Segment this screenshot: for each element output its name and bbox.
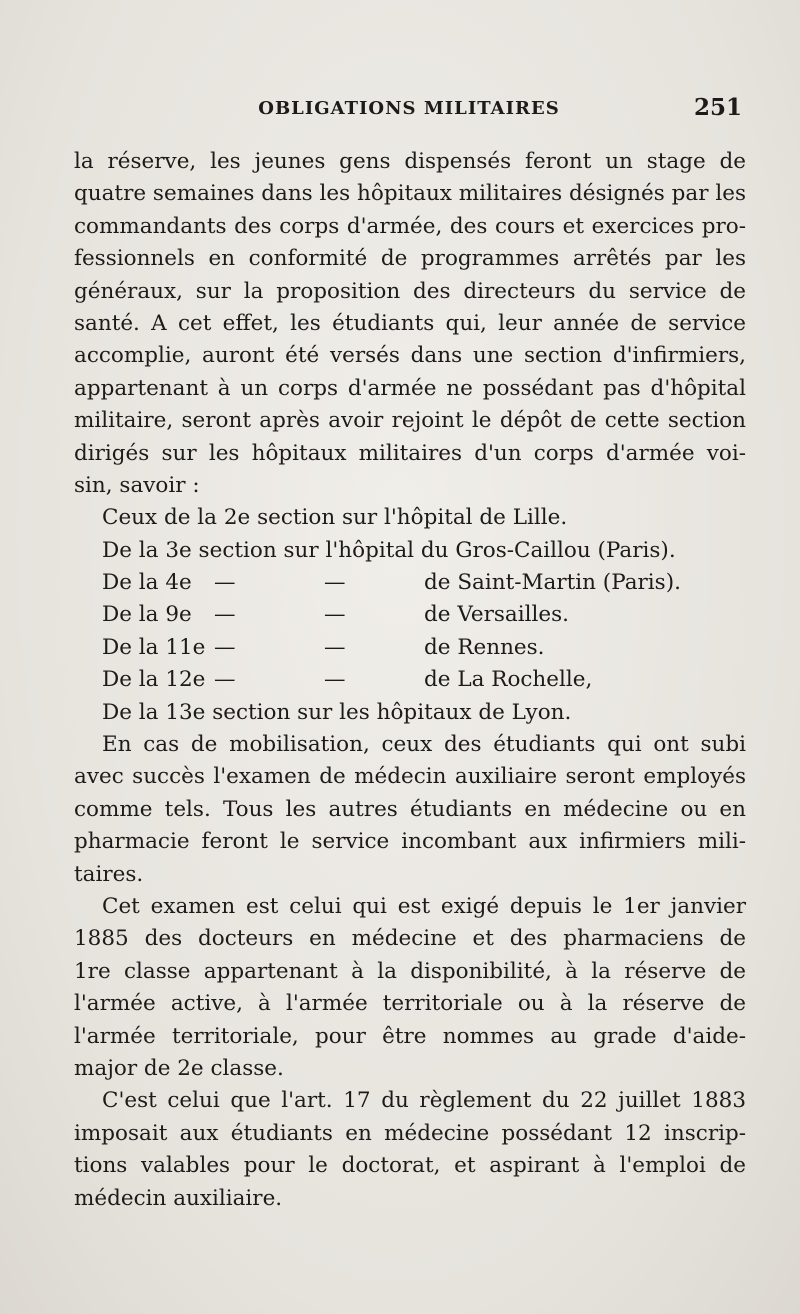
text-line: médecin auxiliaire. [74, 1185, 283, 1211]
text-line: Cet examen est celui qui est exigé depuis le 1er janvier [102, 893, 746, 919]
text-line: major de 2e classe. [74, 1055, 284, 1081]
text-line: tions valables pour le doctorat, et aspirant à l'emploi de [74, 1153, 746, 1179]
ditto-mark: — [214, 667, 236, 693]
ditto-mark: — [214, 602, 236, 628]
list-row-label: De la 11e [102, 634, 206, 660]
ditto-mark: — [214, 570, 236, 596]
ditto-mark: — [214, 634, 236, 660]
ditto-mark: — [324, 602, 346, 628]
list-line: De la 13e section sur les hôpitaux de Lyon. [102, 699, 572, 725]
page-header [76, 94, 742, 126]
text-line: avec succès l'examen de médecin auxiliaire seront employés [74, 764, 746, 790]
text-line: l'armée active, à l'armée territoriale ou à la réserve de [74, 991, 746, 1017]
text-line: militaire, seront après avoir rejoint le dépôt de cette section [74, 408, 746, 434]
list-row-place: de La Rochelle, [424, 667, 593, 693]
text-line: En cas de mobilisation, ceux des étudiants qui ont subi [102, 732, 746, 758]
ditto-mark: — [324, 634, 346, 660]
text-line: l'armée territoriale, pour être nommes au grade d'aide- [74, 1023, 746, 1049]
text-line: imposait aux étudiants en médecine possédant 12 inscrip- [74, 1120, 746, 1146]
list-row-label: De la 12e [102, 667, 206, 693]
text-line: commandants des corps d'armée, des cours et exercices pro- [74, 213, 746, 239]
text-line: fessionnels en conformité de programmes arrêtés par les [74, 246, 746, 272]
list-row-place: de Versailles. [424, 602, 569, 628]
text-line: généraux, sur la proposition des directeurs du service de [74, 278, 746, 304]
text-line: accomplie, auront été versés dans une section d'infirmiers, [74, 343, 746, 369]
text-line: comme tels. Tous les autres étudiants en médecine ou en [74, 796, 746, 822]
list-row [74, 599, 746, 631]
list-row-place: de Saint-Martin (Paris). [424, 570, 681, 596]
list-row [74, 567, 746, 599]
text-line: quatre semaines dans les hôpitaux militaires désignés par les [74, 181, 746, 207]
list-row-place: de Rennes. [424, 634, 545, 660]
text-line: la réserve, les jeunes gens dispensés feront un stage de [74, 149, 746, 174]
text-line: appartenant à un corps d'armée ne possédant pas d'hôpital [74, 375, 746, 401]
list-row [74, 632, 746, 664]
text-line: C'est celui que l'art. 17 du règlement du 22 juillet 1883 [102, 1088, 746, 1114]
running-title: OBLIGATIONS MILITAIRES [258, 98, 560, 119]
list-row-label: De la 4e [102, 570, 192, 596]
text-line: 1885 des docteurs en médecine et des pharmaciens de [74, 926, 746, 952]
page-number: 251 [693, 94, 742, 121]
text-line: 1re classe appartenant à la disponibilité, à la réserve de [74, 958, 746, 984]
ditto-mark: — [324, 570, 346, 596]
text-line: dirigés sur les hôpitaux militaires d'un corps d'armée voi- [74, 440, 746, 466]
ditto-mark: — [324, 667, 346, 693]
text-line: taires. [74, 861, 144, 887]
list-line: Ceux de la 2e section sur l'hôpital de Lille. [102, 505, 568, 531]
list-row-label: De la 9e [102, 602, 192, 628]
text-line: pharmacie feront le service incombant aux infirmiers mili- [74, 829, 746, 855]
text-line: santé. A cet effet, les étudiants qui, leur année de service [74, 310, 746, 336]
list-row [74, 664, 746, 696]
body-text [74, 146, 746, 1215]
text-line: sin, savoir : [74, 472, 200, 498]
list-line: De la 3e section sur l'hôpital du Gros-Caillou (Paris). [102, 537, 676, 563]
